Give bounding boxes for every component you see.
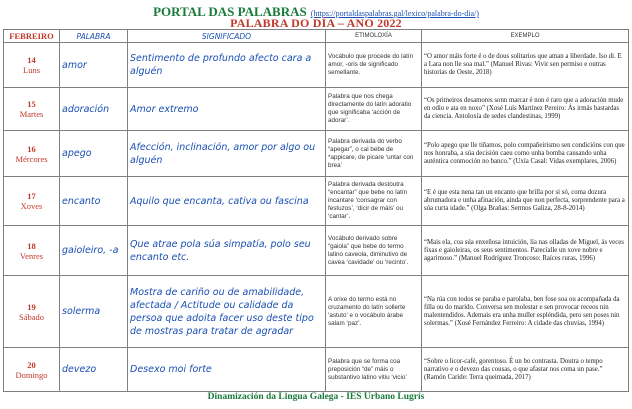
weekday: Venres [19,250,44,261]
day-number: 20 [27,359,36,370]
example-cell: “E é que esta nena tan un encanto que brilla por si só, coma dozura abrumadora e unha afinación, ainda que non perfecta, sorprendente para a súa curta idade.” (Olga Brañas: Sermos Galiza, 28-8-2014) [422,177,629,226]
etymology-cell: A orixe do termo está no cruzamento do latín sollerte ‘astuto’ e o vocábulo árabe salam ‘paz’. [326,276,422,348]
word-cell: adoración [60,88,128,131]
table-header-row [4,30,629,43]
etymology-cell: Palabra que nos chega directamente do latín adoratio que significaba ‘acción de adorar’. [326,88,422,131]
word-cell: apego [60,131,128,177]
words-table [3,29,629,392]
meaning-cell: Desexo moi forte [128,348,326,392]
column-header-word: PALABRA [60,30,128,43]
table-row [4,88,629,131]
day-cell [4,348,60,392]
table-row [4,43,629,88]
table-row [4,348,629,392]
weekday: Sábado [18,311,45,322]
meaning-cell: Sentimento de profundo afecto cara a alguén [128,43,326,88]
footer-credit: Dinamización da Lingua Galega - IES Urbano Lugrís [207,392,425,402]
day-cell [4,131,60,177]
weekday: Domingo [15,369,48,380]
meaning-cell: Que atrae pola súa simpatía, polo seu encanto etc. [128,226,326,276]
column-header-example: EXEMPLO [422,30,629,43]
example-cell: “Na rúa con todos se paraba e parolaba, ben fose soa ou acompañada da filla ou do marido. Conversa sen molestar e sen provocar receos nin malentendidos. Ademais era unha muller espléndida, pero sen poses nin solermas.” (Xosé Fernández Ferreiro: A cidade das chuvias, 1994) [422,276,629,348]
day-number: 14 [27,55,36,65]
day-number: 16 [27,143,36,154]
word-cell: gaioleiro, -a [60,226,128,276]
etymology-cell: Palabra derivada do verbo “apegar”, o cal bebe de *appicare, de picare ‘untar con brea’ [326,131,422,177]
day-number: 19 [27,301,36,312]
word-cell: devezo [60,348,128,392]
day-cell [4,88,60,131]
table-row [4,177,629,226]
example-cell: “Mais ela, coa súa enxeñosa intuición, lía nas olladas de Miguel, ás veces fixas e gaioleiras, os seus sentimentos. Parecíalle un xove nobre e agarimoso.” (Manuel Rodríguez Troncoso: Raíces ruras, 1996) [422,226,629,276]
etymology-cell: Palabra que se forma coa preposición “de” máis o substantivo latino vitiu ‘vicio’ [326,348,422,392]
example-cell: “Polo apego que lle tiñamos, polo compañeirismo sen condicións con que nos honraba, a súa decisión caeu como unha bomba causando unha auténtica conmoción no banco.” (Uxía Casal: Vidas exemplares, 2006) [422,131,629,177]
meaning-cell: Mostra de cariño ou de amabilidade, afectada / Actitude ou calidade da persoa que adoita facer uso deste tipo de mostras para tratar de agradar [128,276,326,348]
meaning-cell: Aquilo que encanta, cativa ou fascina [128,177,326,226]
column-header-etymology: ETIMOLOXÍA [326,30,422,43]
word-cell: encanto [60,177,128,226]
day-cell [4,43,60,88]
page-subtitle: PALABRA DO DÍA – ANO 2022 [230,16,402,30]
etymology-cell: Vocábulo derivado sobre “gaiola” que bebe do termo latino caveola, diminutivo de cavea ‘cavidade’ ou ‘recinto’. [326,226,422,276]
table-row [4,131,629,177]
weekday: Martes [19,109,44,119]
example-cell: “Os primeiros desamores sonn marcar é non é raro que a adoración mude en odio e ata en noxo” (Xosé Luís Martínez Pereiro: Ás irmás bastardas da ciencia. Antoloxía de sedes clandestinas, 1999) [422,88,629,131]
table-row [4,276,629,348]
day-number: 15 [27,99,36,109]
weekday: Mércores [15,153,48,164]
table-row [4,226,629,276]
day-cell [4,226,60,276]
column-header-meaning: SIGNIFICADO [128,30,326,43]
day-cell [4,276,60,348]
day-number: 18 [27,240,36,251]
example-cell: “O amor máis forte é o de dous solitarios que aman a liberdade. Iso di. E a Lara non lle soa mal.” (Manuel Rivas: Vivir sen permiso e outras historias de Oeste, 2018) [422,43,629,88]
weekday: Xoves [20,201,43,211]
portal-link[interactable]: (https://portaldaspalabras.gal/lexico/palabra-do-dia/) [310,9,479,18]
word-cell: amor [60,43,128,88]
etymology-cell: Palabra derivada destoutra “encantar” que bebe no latín incantare ‘consagrar con festuzos’, ‘dicir de máis’ ou ‘cantar’. [326,177,422,226]
day-number: 17 [27,191,36,201]
meaning-cell: Afección, inclinación, amor por algo ou alguén [128,131,326,177]
day-cell [4,177,60,226]
word-cell: solerma [60,276,128,348]
column-header-day: FEBREIRO [4,30,60,43]
meaning-cell: Amor extremo [128,88,326,131]
example-cell: “Sobre o licor-café, gorentoso. É un bo contrasta. Doutra o tempo narrativo e o devezo das cousas, o que afastar nos coma un pase.” (Ramón Caride: Terra queimada, 2017) [422,348,629,392]
page-title: PORTAL DAS PALABRAS [153,4,307,19]
weekday: Luns [23,65,40,75]
etymology-cell: Vocábulo que procede do latín amor, -oris de significado semellante. [326,43,422,88]
